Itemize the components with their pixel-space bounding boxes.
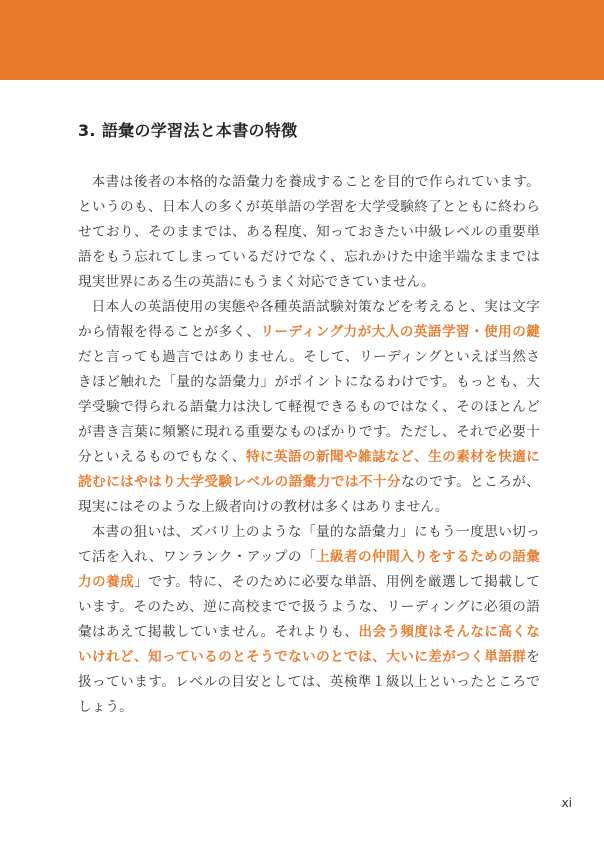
paragraph-text: 本書は後者の本格的な語彙力を養成することを目的で作られています。というのも、日本人の多くが英単語の学習を大学受験終了とともに終わらせており、そのままでは、ある程度、知っておきたい中級レベルの重要単語をもう忘れてしまっているだけでなく、忘れかけた中途半端なままでは現実世界にある生の英語にもうまく対応できていません。 [78,174,540,291]
paragraph-text: だと言っても過言ではありません。そして、リーディングといえば当然さきほど触れた「量的な語彙力」がポイントになるわけです。もっとも、大学受験で得られる語彙力は決して軽視できるものではなく、そのほとんどが書き言葉に頻繁に現れる重要なものばかりです。ただし、それで必要十分といえるものでもなく、 [78,349,540,466]
paragraph-3 [78,520,540,720]
highlighted-phrase: 出会う頻度はそんなに高くないけれど、知っているのとそうでないのとでは、大いに差がつく単語群 [78,624,540,666]
paragraph-text: なのです。ところが、現実にはそのような上級者向けの教材は多くはありません。 [78,474,540,516]
header-band [0,0,604,80]
highlighted-phrase: 特に英語の新聞や雑誌など、生の素材を快適に読むにはやはり大学受験レベルの語彙力では不十分 [78,449,540,491]
paragraph-text: 日本人の英語使用の実態や各種英語試験対策などを考えると、実は文字から情報を得ることが多く、 [78,299,540,341]
paragraph-2 [78,295,540,520]
section-heading [78,120,540,142]
page-number: xi [561,796,572,810]
paragraph-text: 本書の狙いは、ズバリ上のような「量的な語彙力」にもう一度思い切って活を入れ、ワンランク・アップの「 [78,524,540,566]
highlighted-phrase: リーディング力が大人の英語学習・使用の鍵 [260,324,540,341]
section-title: 語彙の学習法と本書の特徴 [101,121,298,140]
main-content [78,120,540,720]
highlighted-phrase: 上級者の仲間入りをするための語彙力の養成 [78,549,540,591]
section-number: 3. [78,121,96,140]
paragraph-text: 」です。特に、そのために必要な単語、用例を厳選して掲載しています。そのため、逆に高校までで扱うような、リーディングに必須の語彙はあえて掲載していません。それよりも、 [78,574,541,641]
paragraph-text: を扱っています。レベルの目安としては、英検準１級以上といったところでしょう。 [78,649,540,716]
paragraph-1 [78,170,540,295]
